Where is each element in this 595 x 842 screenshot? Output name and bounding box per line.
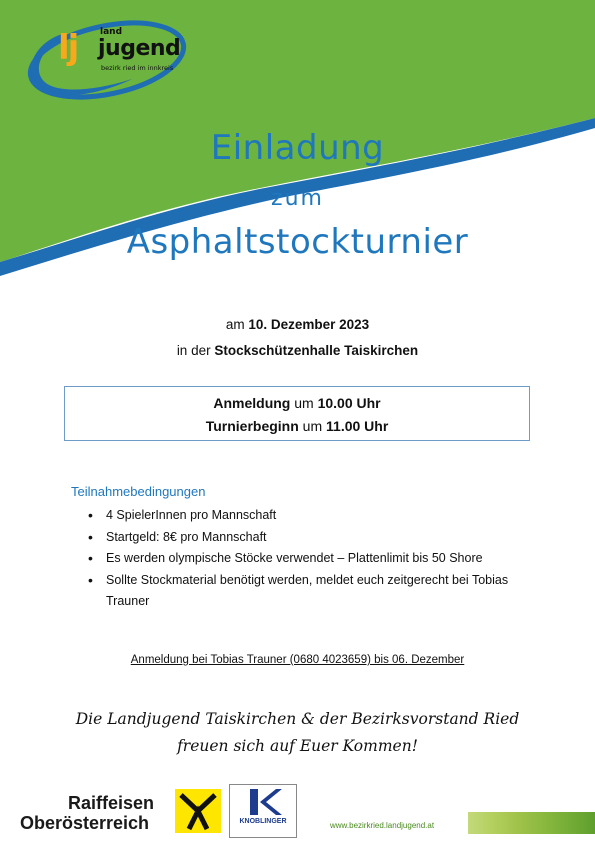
title-asphaltstockturnier: Asphaltstockturnier [126,222,469,262]
raiffeisen-line-2: Oberösterreich [20,813,150,833]
logo-lj-letters: lj [58,28,78,68]
conditions-list [88,505,548,613]
logo-land-word: land [100,27,123,37]
conditions-heading: Teilnahmebedingungen [71,484,206,499]
registration-time-line [65,395,529,411]
raiffeisen-gable-icon [175,789,221,833]
knoblinger-logo [229,784,297,838]
registration-time: 10.00 Uhr [317,395,381,411]
logo-jugend-word: jugend [98,36,181,61]
footer-green-bar [468,812,595,834]
start-label: Turnierbeginn [205,418,299,434]
title-einladung: Einladung [210,128,385,168]
event-place-prefix: in der [176,343,215,358]
list-item: • Es werden olympische Stöcke verwendet – Plattenlimit bis 50 Shore [88,548,548,570]
event-place-line [0,343,595,358]
website-url[interactable]: www.bezirkried.landjugend.at [330,821,435,830]
title-zum: zum [271,186,324,211]
closing-line-1: Die Landjugend Taiskirchen & der Bezirksvorstand Ried [75,710,520,728]
list-item: • Startgeld: 8€ pro Mannschaft [88,527,548,549]
closing-line-2: freuen sich auf Euer Kommen! [177,737,418,755]
event-date-prefix: am [225,317,249,332]
event-date-line [0,317,595,332]
registration-mid: um [290,395,318,411]
knoblinger-k-icon [230,785,296,819]
knoblinger-label: KNOBLINGER [239,818,287,825]
raiffeisen-line-1: Raiffeisen [68,793,155,813]
registration-note: Anmeldung bei Tobias Trauner (0680 4023659) bis 06. Dezember [130,654,465,666]
event-place: Stockschützenhalle Taiskirchen [214,343,419,358]
start-time-line [65,418,529,434]
list-item: • 4 SpielerInnen pro Mannschaft [88,505,548,527]
event-date: 10. Dezember 2023 [248,317,370,332]
logo-subtitle: bezirk ried im innkreis [101,64,174,72]
list-item: • Sollte Stockmaterial benötigt werden, meldet euch zeitgerecht bei Tobias Trauner [88,570,548,613]
registration-label: Anmeldung [213,395,291,411]
start-mid: um [298,418,327,434]
schedule-box [64,386,530,441]
start-time: 11.00 Uhr [326,418,389,434]
